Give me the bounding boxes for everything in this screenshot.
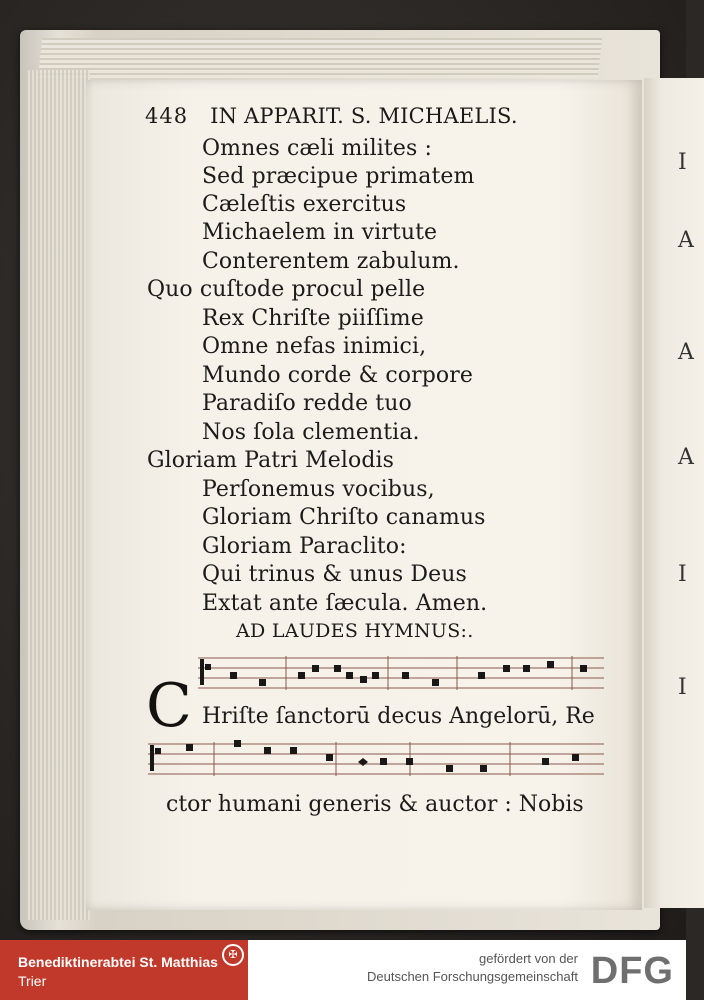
page-header [145, 104, 518, 128]
verse-line: Extat ante ſæcula. Amen. [202, 591, 488, 616]
verse-line: Omne nefas inimici, [202, 334, 427, 359]
music-staff-2 [0, 736, 686, 786]
funder-name: Deutschen Forschungsgemeinschaft [366, 969, 578, 984]
facing-page-glyph: I [678, 562, 687, 587]
facing-page-glyph: I [678, 150, 687, 175]
chant-lyric-line: Hriſte ſanctorū decus Angelorū, Re [202, 704, 595, 729]
verse-line: Rex Chriſte piiſſime [202, 306, 424, 331]
verse-line: Perſonemus vocibus, [202, 477, 435, 502]
abbey-logo-icon: ✠ [222, 944, 244, 966]
verse-line: Mundo corde & corpore [202, 363, 473, 388]
footer-banner [0, 940, 686, 1000]
funding-label: gefördert von der [478, 951, 578, 966]
hymn-heading: AD LAUDES HYMNUS:. [236, 620, 474, 642]
dfg-logo: DFG [590, 950, 674, 992]
verse-line: Paradiſo redde tuo [202, 391, 412, 416]
facing-page-glyph: I [678, 675, 687, 700]
facing-page-glyph: A [678, 228, 694, 253]
running-title: IN APPARIT. S. MICHAELIS. [210, 104, 518, 128]
page-number: 448 [145, 104, 189, 128]
decorated-initial: C [146, 671, 192, 741]
page-stack-top [38, 38, 602, 78]
verse-line: Michaelem in virtute [202, 220, 438, 245]
facing-page-glyph: A [678, 445, 694, 470]
verse-line: Quo cuſtode procul pelle [147, 277, 426, 302]
institution-banner [0, 940, 248, 1000]
chant-lyric-line: ctor humani generis & auctor : Nobis [166, 792, 584, 817]
institution-city: Trier [18, 973, 47, 989]
page-stack-side [26, 70, 90, 920]
verse-line: Omnes cæli milites : [202, 136, 432, 161]
verse-line: Cæleſtis exercitus [202, 192, 407, 217]
facing-page-glyph: A [678, 340, 694, 365]
verse-line: Gloriam Chriſto canamus [202, 505, 486, 530]
verse-line: Qui trinus & unus Deus [202, 562, 467, 587]
music-staff-1 [0, 650, 686, 700]
verse-line: Conterentem zabulum. [202, 249, 460, 274]
verse-line: Sed præcipue primatem [202, 164, 475, 189]
institution-name: Benediktinerabtei St. Matthias [18, 954, 218, 970]
funding-note [367, 950, 578, 986]
verse-line: Gloriam Patri Melodis [147, 448, 395, 473]
verse-line: Nos ſola clementia. [202, 420, 420, 445]
verse-line: Gloriam Paraclito: [202, 534, 407, 559]
